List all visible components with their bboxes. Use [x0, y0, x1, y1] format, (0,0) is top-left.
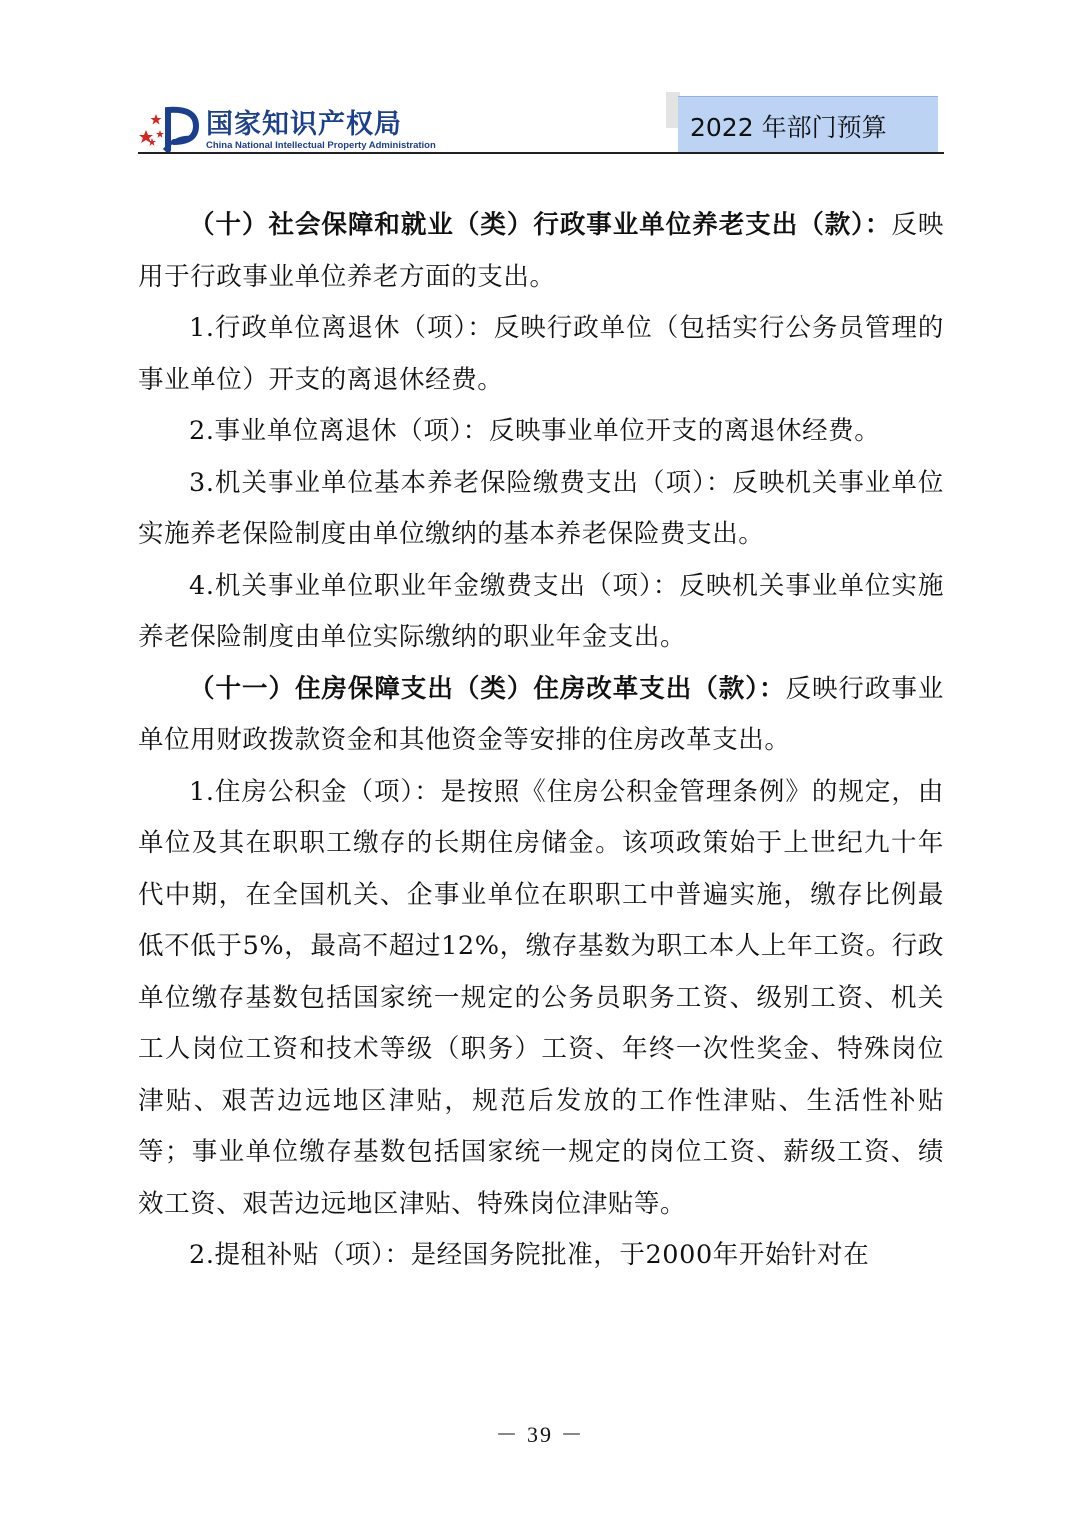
section-10-item-1: 1.行政单位离退休（项）：反映行政单位（包括实行公务员管理的事业单位）开支的离退休经费。 [138, 313, 944, 395]
section-11-text: 反映行政事业单位用财政拨款资金和其他资金等安排的住房改革支出。 [138, 673, 944, 755]
section-10-text: 反映用于行政事业单位养老方面的支出。 [138, 210, 945, 292]
section-10-item-3: 3.机关事业单位基本养老保险缴费支出（项）：反映机关事业单位实施养老保险制度由单位缴纳的基本养老保险费支出。 [138, 467, 944, 549]
section-10-item-4: 4.机关事业单位职业年金缴费支出（项）：反映机关事业单位实施养老保险制度由单位实际缴纳的职业年金支出。 [138, 570, 944, 652]
section-11-heading: （十一）住房保障支出（类）住房改革支出（款）： [189, 673, 786, 704]
budget-label: 2022 年部门预算 [690, 113, 887, 142]
section-11-paragraph [138, 664, 944, 767]
cnipa-logo [138, 100, 438, 154]
page-header [138, 92, 944, 156]
org-name-cn: 国家知识产权局 [206, 109, 402, 140]
section-10-paragraph [138, 200, 944, 303]
page-number: － 39 － [495, 1422, 585, 1447]
cnipa-emblem-icon [138, 104, 202, 154]
org-name-en: China National Intellectual Property Administration [206, 140, 436, 151]
section-11-item-2: 2.提租补贴（项）：是经国务院批准，于2000年开始针对在 [189, 1240, 870, 1270]
section-10-heading: （十）社会保障和就业（类）行政事业单位养老支出（款）： [189, 210, 892, 240]
section-11-item-1: 1.住房公积金（项）：是按照《住房公积金管理条例》的规定，由单位及其在职职工缴存的长期住房储金。该项政策始于上世纪九十年代中期，在全国机关、企事业单位在职职工中普遍实施，缴存比例最低不低于5%，最高不超过12%，缴存基数为职工本人上年工资。行政单位缴存基数包括国家统一规定的公务员职务工资、级别工资、机关工人岗位工资和技术等级（职务）工资、年终一次性奖金、特殊岗位津贴、艰苦边远地区津贴，规范后发放的工作性津贴、生活性补贴等；事业单位缴存基数包括国家统一规定的岗位工资、薪级工资、绩效工资、艰苦边远地区津贴、特殊岗位津贴等。 [138, 776, 944, 1219]
section-10-item-2: 2.事业单位离退休（项）：反映事业单位开支的离退休经费。 [189, 416, 881, 446]
document-body [138, 200, 944, 1282]
header-divider [138, 152, 944, 154]
